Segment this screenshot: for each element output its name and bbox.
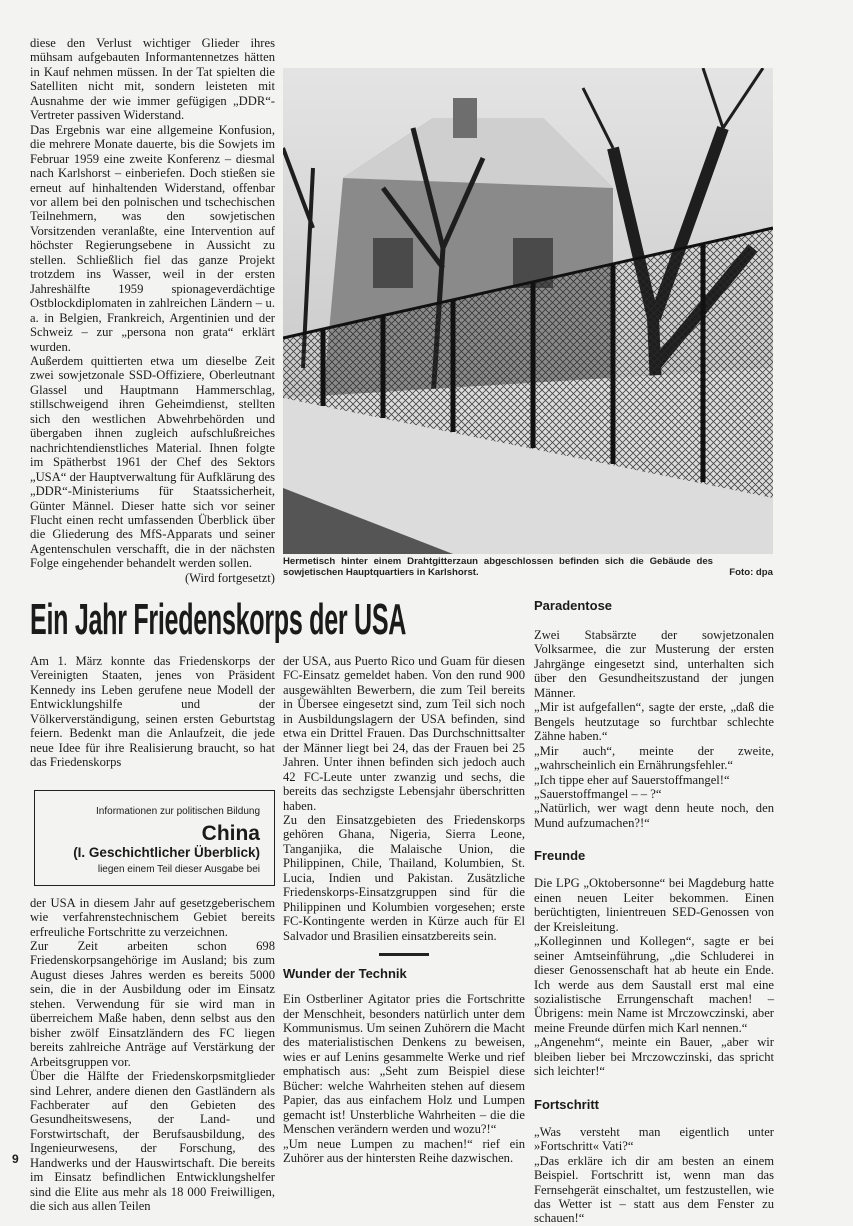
paragraph: „Was versteht man eigentlich unter »Fortschritt« Vati?“ (534, 1124, 774, 1154)
notice-title: China (201, 822, 260, 846)
article-column-3 (534, 598, 774, 1226)
section-heading: Wunder der Technik (283, 966, 407, 982)
notice-line: liegen einem Teil dieser Ausgabe bei (97, 864, 260, 876)
paragraph: „Das erkläre ich dir am besten an einem Beispiel. Fortschritt ist, wenn man das Fernsehgerät einschaltet, um festzustellen, wie das Wetter ist – statt aus dem Fenster zu schauen!“ (534, 1153, 774, 1226)
notice-line: Informationen zur politischen Bildung (96, 805, 260, 817)
section-heading: Paradentose (534, 598, 613, 613)
notice-subtitle: (I. Geschichtlicher Überblick) (73, 845, 260, 861)
paragraph: Ein Ostberliner Agitator pries die Fortschritte der Menschheit, besonders natürlich unter dem Kommunismus. Um seinen Zuhörern die Macht des materialistischen Denkens zu beweisen, wies er auf Lenins gesammelte Werke und rief emphatisch aus: „Seht zum Beispiel diese Bücher: welche Wahrheiten stehen auf diesem Papier, das aus einfachem Holz und Lumpen gemacht ist! Unsterbliche Wahrheiten – die die Menschen verändern werden und wozu?!“ (283, 992, 525, 1137)
caption-text: Hermetisch hinter einem Drahtgitterzaun abgeschlossen befinden sich die Gebäude des sowjetischen Hauptquartiers in Karlshorst. (283, 556, 713, 578)
page-number: 9 (12, 1152, 19, 1166)
section-heading: Freunde (534, 848, 586, 864)
paragraph-text: Außerdem quittierten etwa um dieselbe Zeit zwei sowjetzonale SSD-Offiziere, Oberleutnant Glassel und Hauptmann Hammerschlag, stillschweigend ihren Geheimdienst, stellten sich den westlichen Abwehrbehörden und übergaben ihnen zugleich aufschlußreiches nachrichtendienstliches Material. Ihnen folgte im Spätherbst 1961 der Chef des Sektors „USA“ der Hauptverwaltung für Aufklärung des „DDR“-Ministeriums für Staatssicherheit, Günter Männel. Dieser hatte sich vor seiner Flucht einen recht umfassenden Überblick über die Gliederung des MfS-Apparats und seiner Agentenschulen verschafft, die in der nächsten Folge eingehender behandelt werden sollen. (30, 353, 275, 571)
paragraph: „Mir auch“, meinte der zweite, „wahrscheinlich ein Ernährungsfehler.“ (534, 743, 774, 773)
paragraph: diese den Verlust wichtiger Glieder ihres mühsam aufgebauten Informantennetzes hätten in Kauf nehmen müssen. In der Tat spielten die Satelliten nicht mit, sondern leisteten mit Ausnahme der wie immer gefügigen „DDR“-Vertreter passiven Widerstand. (30, 36, 275, 123)
paragraph: Zur Zeit arbeiten schon 698 Friedenskorpsangehörige im Ausland; bis zum August dieses Jahres werden es bereits 5000 sein, die in der Ausbildung oder im Einsatz stehen. Verwendung für sie wird man in überreichem Maße haben, denn selbst aus den bisher zwölf Einsatzländern des FC liegen bereits zahlreiche Anträge auf Verstärkung der Arbeitsgruppen vor. (30, 938, 275, 1069)
paragraph: Zwei Stabsärzte der sowjetzonalen Volksarmee, die zur Musterung der ersten Jahrgänge eingesetzt sind, unterhalten sich über den Gesundheitszustand der jungen Männer. (534, 628, 774, 700)
supplement-notice-box (34, 790, 275, 886)
article-column-2 (283, 654, 525, 1166)
paragraph: Über die Hälfte der Friedenskorpsmitglieder sind Lehrer, andere dienen den Gastländern als Fachberater auf den Gebieten des Gesundheitswesens, der Land- und Forstwirtschaft, der Berufsausbildung, des Ingenieurwesens, der Forschung, des Handwerks und der Hauswirtschaft. Die bereits im Einsatz befindlichen Entwicklungshelfer sind die Elite aus mehr als 18 000 Freiwilligen, die sich aus allen Teilen (30, 1069, 275, 1214)
photo-caption (283, 557, 773, 578)
photo-karlshorst-fence (283, 68, 773, 554)
paragraph: „Ich tippe eher auf Sauerstoffmangel!“ (534, 772, 730, 787)
paragraph: „Angenehm“, meinte ein Bauer, „aber wir bleiben lieber bei Mrczowczinski, das spricht sich leichter!“ (534, 1035, 774, 1079)
paragraph: „Um neue Lumpen zu machen!“ rief ein Zuhörer aus der hintersten Reihe dazwischen. (283, 1136, 525, 1166)
paragraph: „Sauerstoffmangel – – ?“ (534, 786, 662, 801)
paragraph: „Natürlich, wer wagt denn heute noch, den Mund aufzumachen?!“ (534, 801, 774, 830)
section-divider (379, 953, 429, 956)
paragraph: der USA, aus Puerto Rico und Guam für diesen FC-Einsatz gemeldet haben. Von den rund 900 ausgewählten Bewerbern, die zum Teil bereits in Übersee eingesetzt sind, zum Teil sich noch in Ausbildungslagern der USA befinden, sind etwa ein Drittel Frauen. Das Durchschnittsalter der Männer liegt bei 24, das der Frauen bei 25 Jahren. Unter ihnen befinden sich jedoch auch 42 FC-Leute unter zwanzig und sechs, die bereits das sechzigste Lebensjahr überschritten haben. (283, 654, 525, 813)
paragraph: Die LPG „Oktobersonne“ bei Magdeburg hatte einen neuen Leiter bekommen. Einen berüchtigten, linientreuen SED-Genossen von der Kreisleitung. (534, 876, 774, 934)
article-headline: Ein Jahr Friedenskorps der USA (30, 595, 407, 644)
paragraph: Das Ergebnis war eine allgemeine Konfusion, die mehrere Monate dauerte, bis die Sowjets im Februar 1959 eine zweite Konferenz – diesmal nach Karlshorst – einberiefen. Doch stießen sie erneut auf hinhaltenden Widerstand, offenbar vor allem bei den polnischen und tschechischen Teilnehmern, was den sowjetischen Vorsitzenden veranlaßte, eine Intervention auf höchster Regierungsebene in Aussicht zu stellen. Schließlich fiel das ganze Projekt trotzdem ins Wasser, weil in der ersten Jahreshälfte 1959 spionageverdächtige Ostblockdiplomaten in zahlreichen Ländern – u. a. in Belgien, Frankreich, Argentinien und der Schweiz – zur „persona non grata“ erklärt wurden. (30, 122, 275, 354)
photo-credit: Foto: dpa (729, 566, 773, 578)
continued-note: (Wird fortgesetzt) (184, 570, 275, 585)
article-continuation-column (30, 36, 275, 585)
paragraph: „Kolleginnen und Kollegen“, sagte er bei seiner Amtseinführung, „die Schluderei in dieser Genossenschaft hat ab heute ein Ende. Ich werde aus dem Saustall erst mal eine sozialistische Errungenschaft machen! – Übrigens: mein Name ist Mrczowczinski, aber meine Freunde dürfen mich Karl nennen.“ (534, 934, 774, 1035)
paragraph: der USA in diesem Jahr auf gesetzgeberischem wie verfahrenstechnischem Gebiet bereits erfreuliche Fortschritte zu verzeichnen. (30, 895, 275, 939)
section-heading: Fortschritt (534, 1096, 599, 1112)
paragraph: „Mir ist aufgefallen“, sagte der erste, „daß die Bengels heutzutage so furchtbar schlechte Zähne haben.“ (534, 700, 774, 744)
paragraph (30, 353, 275, 585)
article-column-1 (30, 654, 275, 1214)
paragraph: Am 1. März konnte das Friedenskorps der Vereinigten Staaten, jenes von Präsident Kennedy ins Leben gerufene neue Modell der Entwicklungshilfe und der Völkerverständigung, seinen ersten Geburtstag feiern. Bedenkt man die Anlaufzeit, die jede neue Idee für ihre Realisierung braucht, so hat das Friedenskorps (30, 654, 275, 770)
paragraph: Zu den Einsatzgebieten des Friedenskorps gehören Ghana, Nigeria, Sierra Leone, Tanganjika, die Malaische Union, die Philippinen, Chile, Thailand, Kolumbien, St. Lucia, Indien und Pakistan. Zusätzliche Friedenskorps-Einsatzgruppen sind für die Philippinen und Kolumbien vorgesehen; erste FC-Kontingente werden in Kürze auch für El Salvador und Brasilien einsatzbereits sein. (283, 812, 525, 943)
